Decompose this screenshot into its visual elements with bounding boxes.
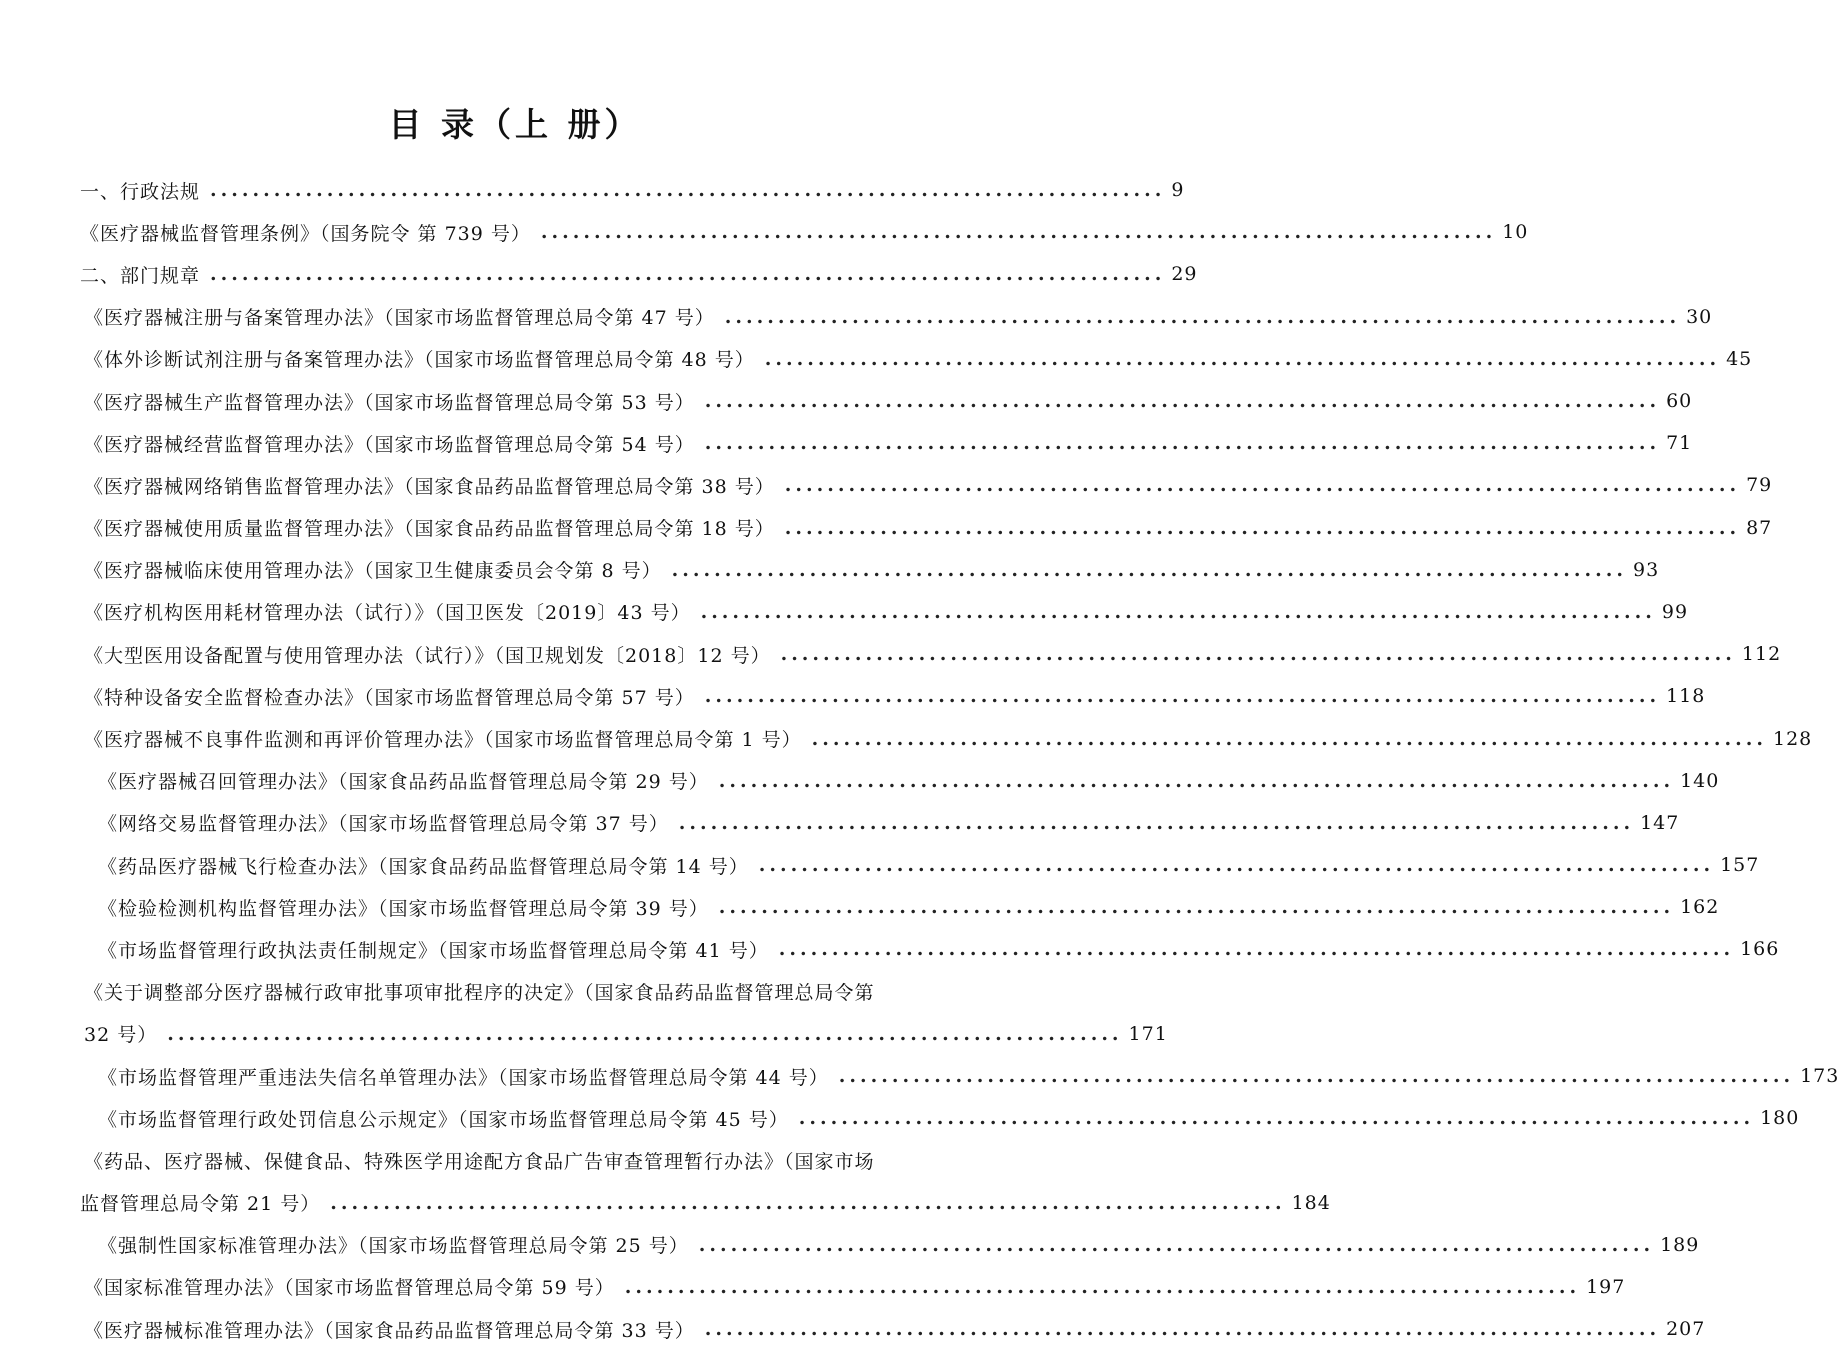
page-title: 目 录（上 册） bbox=[388, 105, 642, 144]
toc-entry-page: 112 bbox=[1741, 643, 1782, 666]
toc-entry-title: 《强制性国家标准管理办法》（国家市场监督管理总局令第 25 号） bbox=[98, 1235, 689, 1258]
dot-leader: .......................................................................................... bbox=[704, 1318, 1661, 1341]
dot-leader: .......................................................................................... bbox=[798, 1107, 1755, 1130]
dot-leader: .......................................................................................... bbox=[330, 1191, 1286, 1214]
toc-entry-title: 一、行政法规 bbox=[80, 180, 201, 203]
toc-entry-title: 《医疗器械不良事件监测和再评价管理办法》（国家市场监督管理总局令第 1 号） bbox=[84, 729, 802, 752]
toc-entry[interactable] bbox=[0, 760, 1720, 802]
toc-entry-page: 184 bbox=[1291, 1191, 1331, 1214]
toc-entry-page: 93 bbox=[1633, 558, 1660, 581]
toc-entry-title: 《国家标准管理办法》（国家市场监督管理总局令第 59 号） bbox=[84, 1277, 615, 1300]
dot-leader: .......................................................................................... bbox=[540, 221, 1497, 244]
toc-entry-page: 29 bbox=[1171, 263, 1198, 286]
toc-entry-page: 45 bbox=[1726, 347, 1753, 370]
toc-entry-title: 《特种设备安全监督检查办法》（国家市场监督管理总局令第 57 号） bbox=[84, 686, 695, 709]
toc-entry-page: 9 bbox=[1171, 179, 1185, 202]
dot-leader: .......................................................................................... bbox=[624, 1275, 1581, 1298]
dot-leader: .......................................................................................... bbox=[700, 600, 1656, 623]
toc-entry[interactable] bbox=[0, 211, 1529, 253]
toc-entry[interactable] bbox=[0, 422, 1693, 464]
toc-entry-title: 《医疗器械生产监督管理办法》（国家市场监督管理总局令第 53 号） bbox=[84, 391, 695, 414]
dot-leader: .......................................................................................... bbox=[718, 896, 1675, 919]
toc-entry-title: 《医疗器械召回管理办法》（国家食品药品监督管理总局令第 29 号） bbox=[98, 771, 709, 794]
toc-entry-title: 32 号） bbox=[84, 1024, 158, 1047]
toc-entry[interactable] bbox=[0, 1308, 1706, 1350]
toc-entry[interactable] bbox=[0, 1266, 1626, 1308]
toc-entry-title: 《医疗器械经营监督管理办法》（国家市场监督管理总局令第 54 号） bbox=[84, 433, 695, 456]
toc-entry-title: 《大型医用设备配置与使用管理办法（试行）》（国卫规划发〔2018〕12 号） bbox=[84, 644, 771, 667]
toc-entry-title: 《医疗器械注册与备案管理办法》（国家市场监督管理总局令第 47 号） bbox=[84, 307, 715, 330]
dot-leader: .......................................................................................... bbox=[698, 1233, 1655, 1256]
dot-leader: .......................................................................................... bbox=[758, 854, 1715, 877]
toc-entry-title: 《市场监督管理严重违法失信名单管理办法》（国家市场监督管理总局令第 44 号） bbox=[98, 1066, 829, 1089]
toc-entry[interactable] bbox=[0, 296, 1713, 338]
dot-leader: .......................................................................................... bbox=[718, 769, 1675, 792]
toc-entry-page: 197 bbox=[1586, 1275, 1626, 1298]
toc-entry[interactable] bbox=[0, 507, 1773, 549]
toc-entry-page: 157 bbox=[1720, 854, 1760, 877]
toc-entry[interactable] bbox=[0, 844, 1760, 886]
toc-entry-title: 《市场监督管理行政执法责任制规定》（国家市场监督管理总局令第 41 号） bbox=[98, 939, 769, 962]
toc-entry-page: 60 bbox=[1666, 390, 1693, 413]
toc-entry-continuation[interactable] bbox=[0, 1013, 1168, 1055]
toc-entry[interactable] bbox=[0, 253, 1198, 295]
dot-leader: .......................................................................................... bbox=[784, 474, 1741, 497]
toc-entry-title: 《检验检测机构监督管理办法》（国家市场监督管理总局令第 39 号） bbox=[98, 897, 709, 920]
toc-entry-title: 《药品医疗器械飞行检查办法》（国家食品药品监督管理总局令第 14 号） bbox=[98, 855, 749, 878]
toc-entry-page: 87 bbox=[1746, 516, 1773, 539]
toc-entry[interactable] bbox=[0, 1224, 1700, 1266]
toc-entry-page: 147 bbox=[1640, 811, 1680, 834]
toc-entry-title: 《关于调整部分医疗器械行政审批事项审批程序的决定》（国家食品药品监督管理总局令第 bbox=[84, 982, 875, 1005]
dot-leader: .......................................................................................... bbox=[704, 432, 1661, 455]
toc-entry[interactable] bbox=[0, 886, 1720, 928]
toc-entry-title: 《体外诊断试剂注册与备案管理办法》（国家市场监督管理总局令第 48 号） bbox=[84, 349, 755, 372]
toc-entry[interactable] bbox=[0, 464, 1773, 506]
dot-leader: .......................................................................................... bbox=[167, 1022, 1123, 1045]
toc-entry[interactable] bbox=[0, 1097, 1800, 1139]
toc-entry-page: 207 bbox=[1666, 1318, 1706, 1341]
toc-entry-page: 162 bbox=[1680, 896, 1720, 919]
toc-entry-page: 118 bbox=[1666, 685, 1706, 708]
toc-entry[interactable] bbox=[0, 971, 1030, 1013]
toc-entry[interactable] bbox=[0, 717, 1813, 759]
toc-entry-title: 《医疗器械标准管理办法》（国家食品药品监督管理总局令第 33 号） bbox=[84, 1319, 695, 1342]
dot-leader: .......................................................................................... bbox=[704, 685, 1661, 708]
dot-leader: .......................................................................................... bbox=[724, 305, 1681, 328]
toc-entry-title: 《医疗机构医用耗材管理办法（试行）》（国卫医发〔2019〕43 号） bbox=[84, 602, 691, 625]
dot-leader: .......................................................................................... bbox=[811, 727, 1767, 750]
dot-leader: .......................................................................................... bbox=[210, 263, 1166, 286]
toc-entry-title: 二、部门规章 bbox=[80, 264, 201, 287]
toc-entry[interactable] bbox=[0, 802, 1680, 844]
dot-leader: .......................................................................................... bbox=[671, 558, 1627, 581]
toc-entry-page: 71 bbox=[1666, 432, 1693, 455]
toc-entry[interactable] bbox=[0, 169, 1185, 211]
toc-entry-title: 监督管理总局令第 21 号） bbox=[80, 1193, 321, 1216]
dot-leader: .......................................................................................... bbox=[838, 1065, 1795, 1088]
toc-entry-page: 171 bbox=[1128, 1022, 1168, 1045]
toc-entry-page: 166 bbox=[1740, 938, 1780, 961]
toc-entry[interactable] bbox=[0, 675, 1706, 717]
toc-entry-title: 《药品、医疗器械、保健食品、特殊医学用途配方食品广告审查管理暂行办法》（国家市场 bbox=[84, 1150, 875, 1173]
toc-entry-page: 173 bbox=[1800, 1065, 1839, 1088]
toc-entry-title: 《医疗器械网络销售监督管理办法》（国家食品药品监督管理总局令第 38 号） bbox=[84, 475, 775, 498]
toc-entry[interactable] bbox=[0, 928, 1780, 970]
toc-entry-page: 128 bbox=[1773, 727, 1813, 750]
dot-leader: .......................................................................................... bbox=[780, 643, 1736, 666]
toc-entry[interactable] bbox=[0, 380, 1693, 422]
toc-entry[interactable] bbox=[0, 338, 1753, 380]
toc-entry-page: 140 bbox=[1680, 769, 1720, 792]
toc-entry-title: 《市场监督管理行政处罚信息公示规定》（国家市场监督管理总局令第 45 号） bbox=[98, 1108, 789, 1131]
toc-entry-page: 99 bbox=[1661, 600, 1689, 623]
toc-entry[interactable] bbox=[0, 591, 1689, 633]
dot-leader: .......................................................................................... bbox=[704, 390, 1661, 413]
toc-entry-page: 189 bbox=[1660, 1233, 1700, 1256]
toc-entry-continuation[interactable] bbox=[0, 1182, 1331, 1224]
toc-entry-page: 79 bbox=[1746, 474, 1773, 497]
dot-leader: .......................................................................................... bbox=[210, 179, 1166, 202]
toc-entry-title: 《医疗器械监督管理条例》（国务院令 第 739 号） bbox=[80, 222, 531, 245]
toc-entry-title: 《医疗器械临床使用管理办法》（国家卫生健康委员会令第 8 号） bbox=[84, 560, 662, 583]
dot-leader: .......................................................................................... bbox=[764, 347, 1721, 370]
toc-entry-page: 30 bbox=[1686, 305, 1713, 328]
dot-leader: .......................................................................................... bbox=[678, 811, 1635, 834]
toc-entry[interactable] bbox=[0, 1139, 1030, 1181]
toc-entry-title: 《网络交易监督管理办法》（国家市场监督管理总局令第 37 号） bbox=[98, 813, 669, 836]
dot-leader: .......................................................................................... bbox=[778, 938, 1735, 961]
toc-entry-page: 10 bbox=[1502, 221, 1529, 244]
toc-entry-title: 《医疗器械使用质量监督管理办法》（国家食品药品监督管理总局令第 18 号） bbox=[84, 518, 775, 541]
toc-entry[interactable] bbox=[0, 633, 1782, 675]
toc-entry-page: 180 bbox=[1760, 1107, 1800, 1130]
toc-entry[interactable] bbox=[0, 549, 1660, 591]
toc-entry[interactable] bbox=[0, 1055, 1839, 1097]
table-of-contents bbox=[0, 169, 1839, 1350]
dot-leader: .......................................................................................... bbox=[784, 516, 1741, 539]
